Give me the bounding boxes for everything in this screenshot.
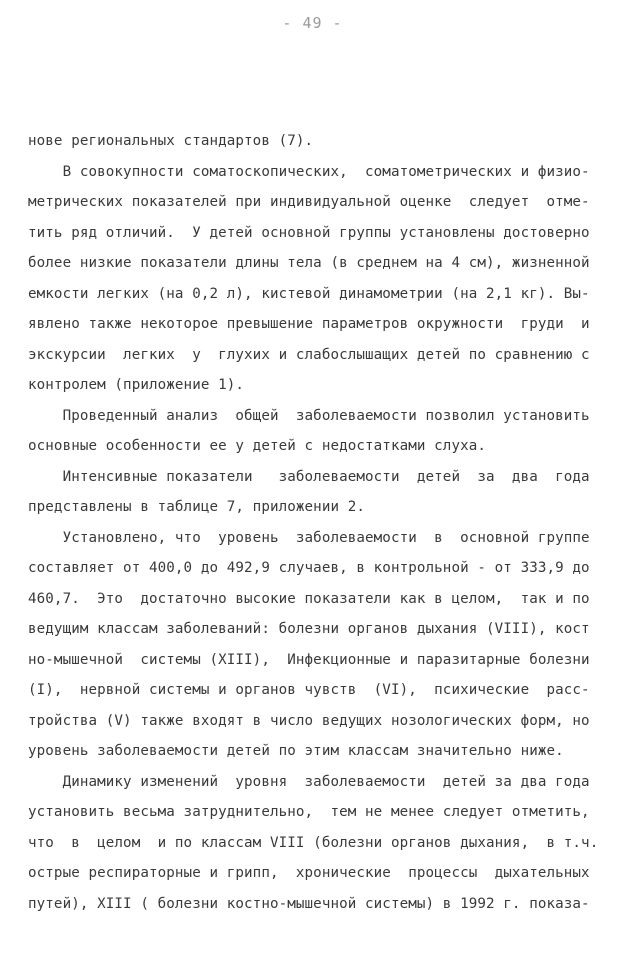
text-line: емкости легких (на 0,2 л), кистевой динамометрии (на 2,1 кг). Вы-	[28, 285, 590, 302]
text-line: контролем (приложение 1).	[28, 377, 245, 393]
text-line: представлены в таблице 7, приложении 2.	[28, 499, 366, 515]
text-line: (I), нервной системы и органов чувств (VI), психические расс-	[28, 682, 590, 698]
page-number: - 49 -	[282, 14, 343, 32]
text-line: составляет от 400,0 до 492,9 случаев, в контрольной - от 333,9 до	[28, 560, 590, 576]
text-line: Интенсивные показатели заболеваемости детей за два года	[28, 468, 590, 485]
text-line: Проведенный анализ общей заболеваемости позволил установить	[28, 407, 590, 424]
text-line: острые респираторные и грипп, хронические процессы дыхательных	[28, 865, 590, 881]
text-line: установить весьма затруднительно, тем не менее следует отметить,	[28, 804, 590, 820]
text-line: более низкие показатели длины тела (в среднем на 4 см), жизненной	[28, 255, 590, 271]
text-line: Динамику изменений уровня заболеваемости детей за два года	[28, 773, 590, 790]
text-line: тройства (V) также входят в число ведущих нозологических форм, но	[28, 712, 590, 729]
text-line: В совокупности соматоскопических, соматометрических и физио-	[28, 163, 590, 180]
text-line: но-мышечной системы (XIII), Инфекционные и паразитарные болезни	[28, 651, 590, 668]
text-line: основные особенности ее у детей с недостатками слуха.	[28, 438, 487, 454]
text-line: нове региональных стандартов (7).	[28, 133, 314, 149]
text-line: Установлено, что уровень заболеваемости в основной группе	[28, 529, 590, 546]
text-line: путей), XIII ( болезни костно-мышечной системы) в 1992 г. показа-	[28, 895, 590, 912]
body-text	[28, 126, 600, 919]
text-line: явлено также некоторое превышение параметров окружности груди и	[28, 316, 590, 332]
text-line: метрических показателей при индивидуальной оценке следует отме-	[28, 194, 590, 210]
text-line: что в целом и по классам VIII (болезни органов дыхания, в т.ч.	[28, 834, 599, 851]
text-line: экскурсии легких у глухих и слабослышащих детей по сравнению с	[28, 346, 590, 363]
text-line: уровень заболеваемости детей по этим классам значительно ниже.	[28, 743, 564, 759]
text-line: ведущим классам заболеваний: болезни органов дыхания (VIII), кост	[28, 621, 590, 637]
text-line: 460,7. Это достаточно высокие показатели как в целом, так и по	[28, 590, 590, 607]
text-line: тить ряд отличий. У детей основной группы установлены достоверно	[28, 224, 590, 241]
